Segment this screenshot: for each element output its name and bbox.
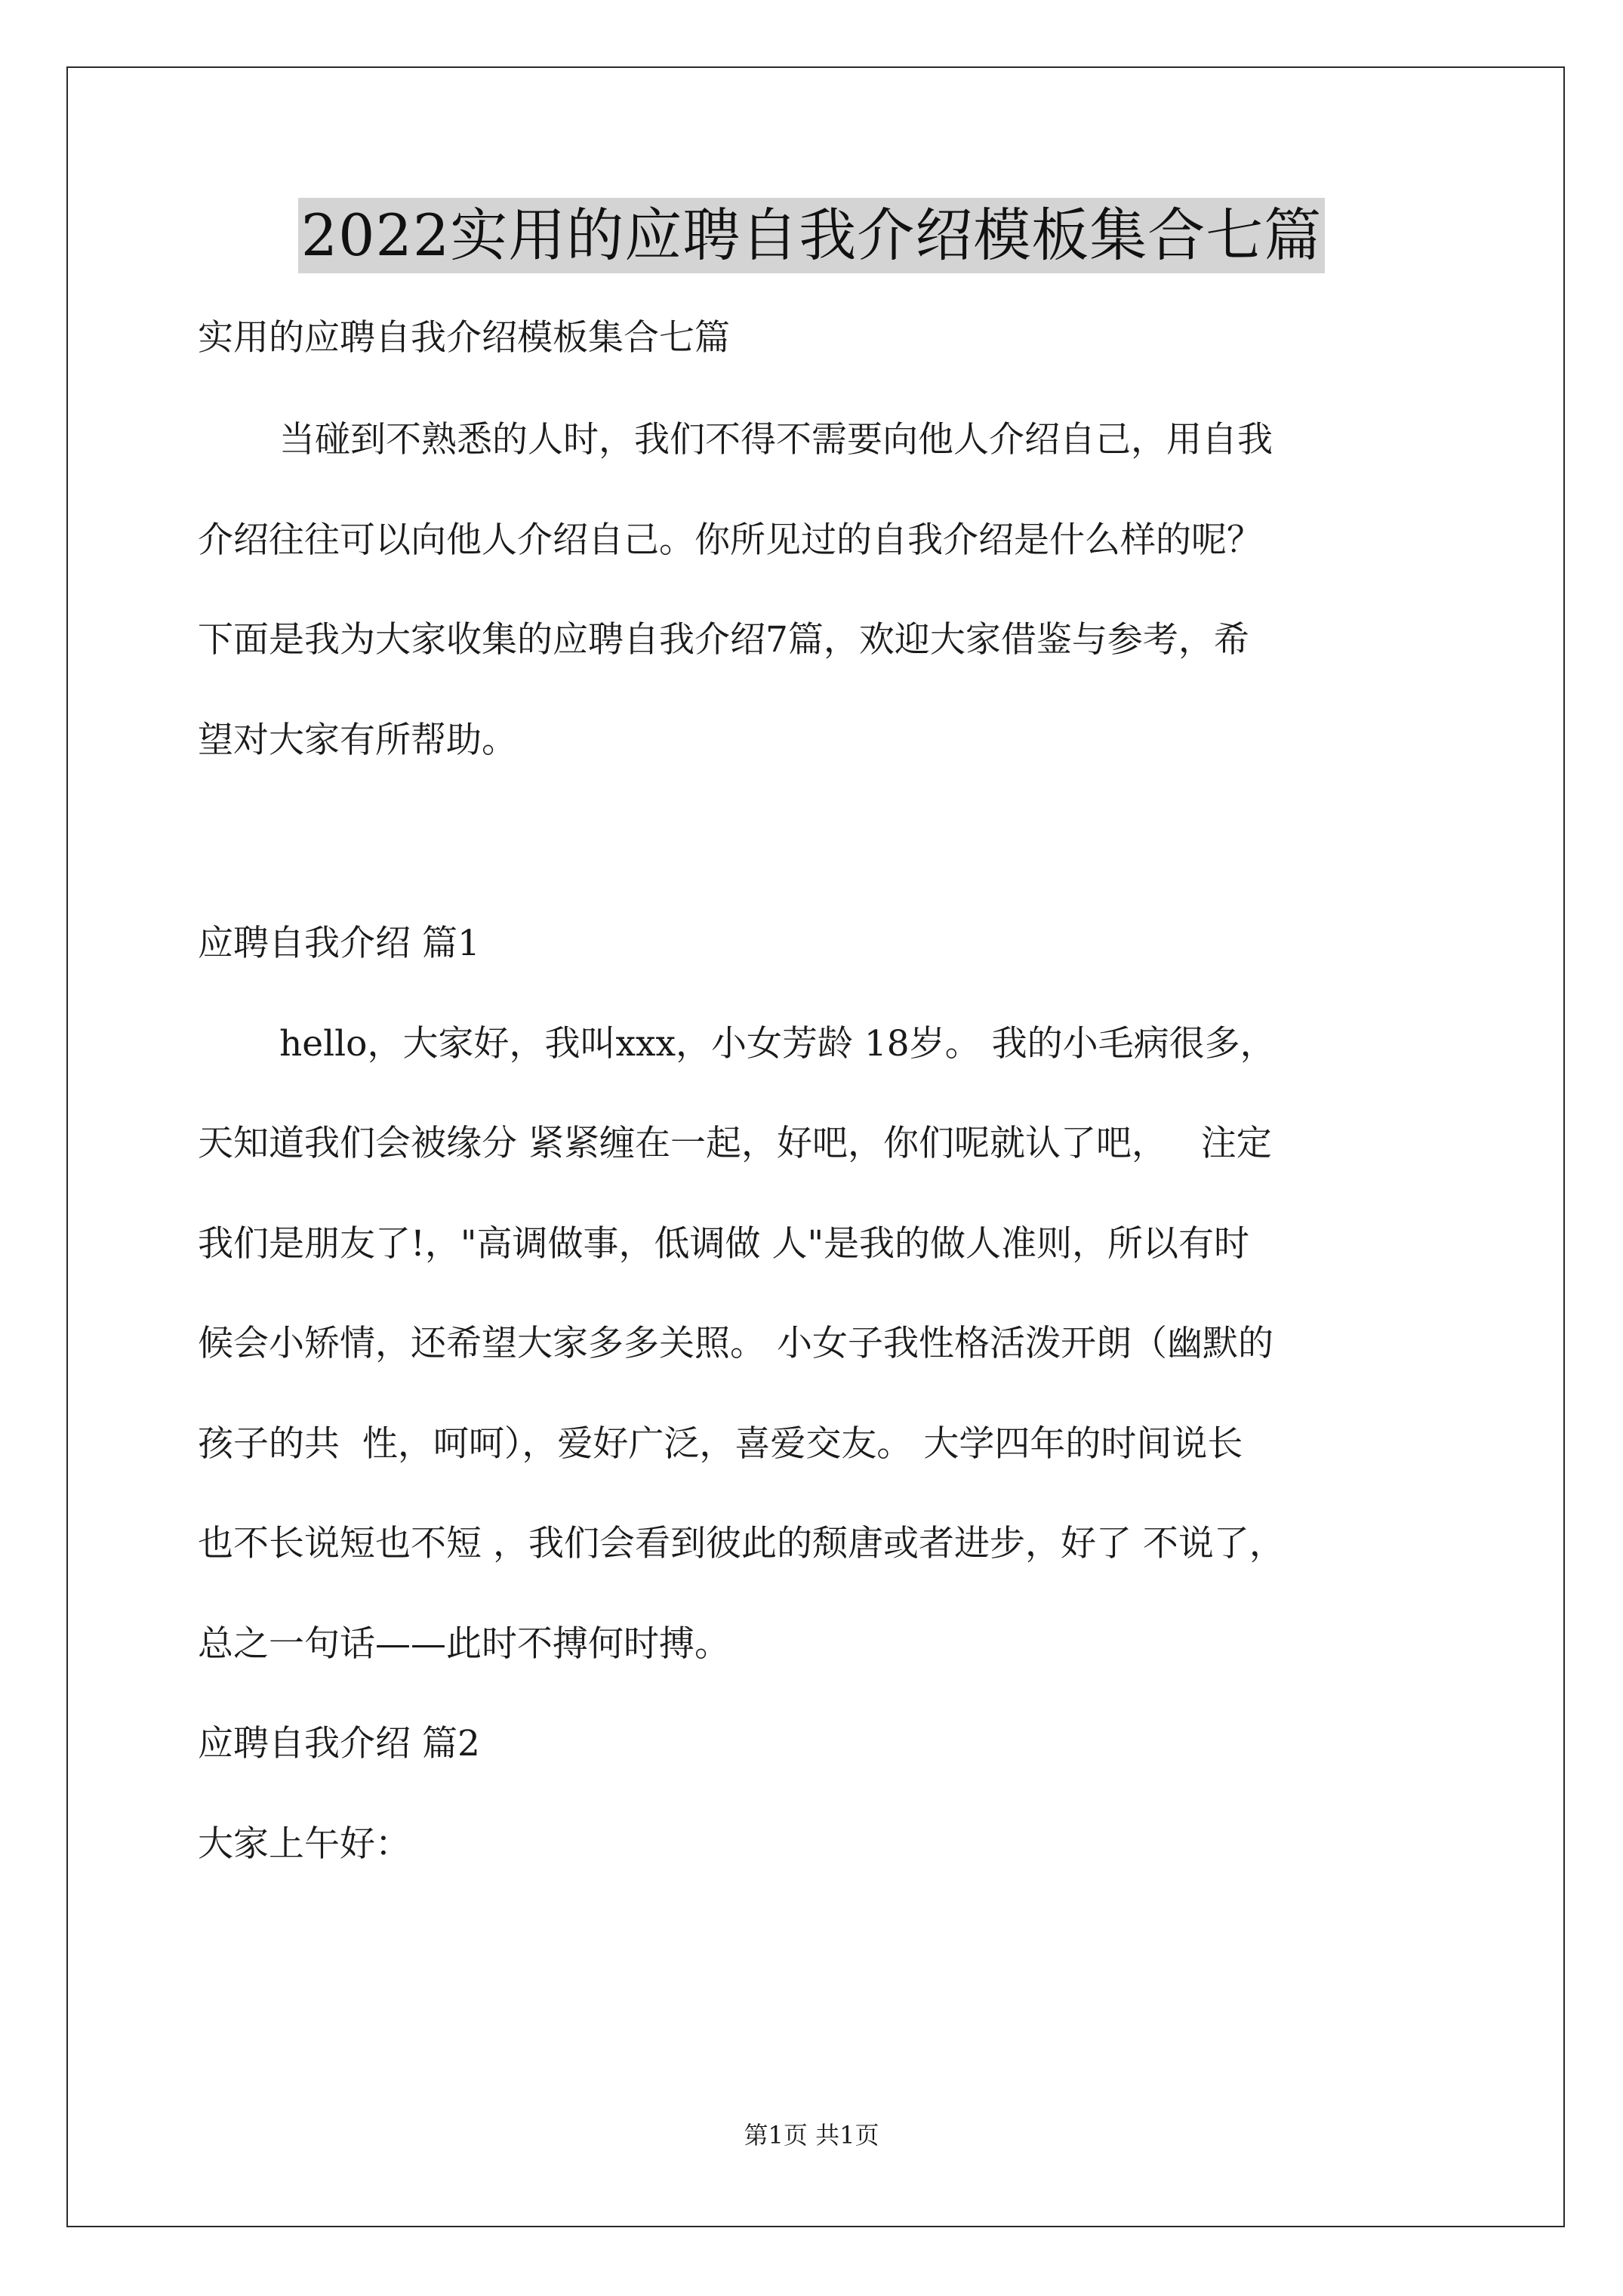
section-1-line-5: 孩子的共 性，呵呵），爱好广泛，喜爱交友。 大学四年的时间说长: [198, 1423, 1243, 1465]
section-2-line-1: 大家上午好：: [198, 1823, 411, 1865]
intro-line-1: 当碰到不熟悉的人时，我们不得不需要向他人介绍自己，用自我: [279, 419, 1273, 461]
subtitle: 实用的应聘自我介绍模板集合七篇: [198, 317, 730, 359]
document-title: 2022实用的应聘自我介绍模板集合七篇: [298, 198, 1325, 273]
section-1-line-6: 也不长说短也不短 ，我们会看到彼此的颓唐或者进步，好了 不说了，: [198, 1523, 1285, 1564]
section-1-line-4: 候会小矫情，还希望大家多多关照。 小女子我性格活泼开朗（幽默的: [198, 1323, 1273, 1364]
section-1-line-2: 天知道我们会被缘分 紧紧缠在一起，好吧，你们呢就认了吧， 注定: [198, 1123, 1272, 1164]
intro-line-3: 下面是我为大家收集的应聘自我介绍7篇，欢迎大家借鉴与参考，希: [198, 619, 1249, 661]
section-1-line-1: hello，大家好，我叫xxx，小女芳龄 18岁。 我的小毛病很多，: [279, 1023, 1276, 1065]
intro-line-2: 介绍往往可以向他人介绍自己。你所见过的自我介绍是什么样的呢？: [198, 519, 1262, 561]
section-1-line-7: 总之一句话——此时不搏何时搏。: [198, 1623, 730, 1665]
section-2-heading: 应聘自我介绍 篇2: [198, 1723, 480, 1764]
intro-line-4: 望对大家有所帮助。: [198, 720, 517, 761]
section-1-line-3: 我们是朋友了!，"高调做事，低调做 人"是我的做人准则，所以有时: [198, 1223, 1250, 1265]
title-container: [0, 198, 1623, 273]
section-1-heading: 应聘自我介绍 篇1: [198, 923, 480, 964]
page-footer: 第1页 共1页: [744, 2121, 879, 2150]
